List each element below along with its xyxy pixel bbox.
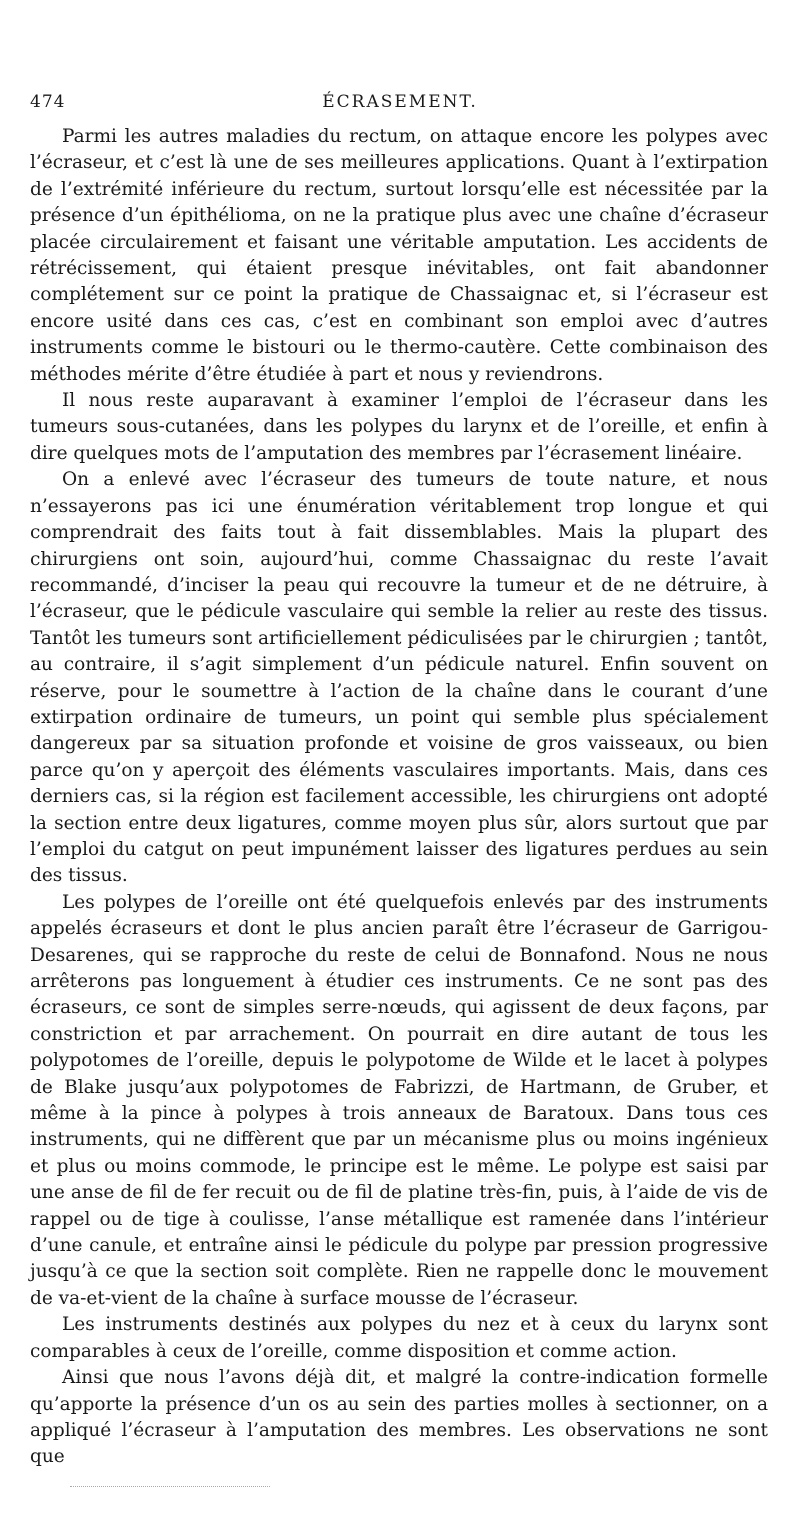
paragraph-remaining-topics: Il nous reste auparavant à examiner l’emploi de l’écraseur dans les tumeurs sous-cutanées, dans les polypes du larynx et de l’oreille, et enfin à dire quelques mots de l’amputation des membres par l’écrasement linéaire. (30, 390, 768, 464)
page-number: 474 (30, 92, 66, 112)
paragraph-amputation: Ainsi que nous l’avons déjà dit, et malgré la contre-indication formelle qu’apporte la présence d’un os au sein des parties molles à sectionner, on a appliqué l’écraseur à l’amputation des membres. Les observations ne sont que (30, 1367, 768, 1468)
running-head (30, 92, 770, 116)
bottom-rule (70, 1486, 270, 1487)
paragraph-tumors: On a enlevé avec l’écraseur des tumeurs de toute nature, et nous n’essayerons pas ici une énumération véritablement trop longue et qui comprendrait des faits tout à fait dissemblables. Mais la plupart des chirurgiens ont soin, aujourd’hui, comme Chassaignac du reste l’avait recommandé, d’inciser la peau qui recouvre la tumeur et de ne détruire, à l’écraseur, que le pédicule vasculaire qui semble la relier au reste des tissus. Tantôt les tumeurs sont artificiellement pédiculisées par le chirurgien ; tantôt, au contraire, il s’agit simplement d’un pédicule naturel. Enfin souvent on réserve, pour le soumettre à l’action de la chaîne dans le courant d’une extirpation ordinaire de tumeurs, un point qui semble plus spécialement dangereux par sa situation profonde et voisine de gros vaisseaux, ou bien parce qu’on y aperçoit des éléments vasculaires importants. Mais, dans ces derniers cas, si la région est facilement accessible, les chirurgiens ont adopté la section entre deux ligatures, comme moyen plus sûr, alors surtout que par l’emploi du catgut on peut impunément laisser des ligatures perdues au sein des tissus. (30, 469, 768, 887)
paragraph-ear-polyps: Les polypes de l’oreille ont été quelquefois enlevés par des instruments appelés écraseurs et dont le plus ancien paraît être l’écraseur de Garrigou-Desarenes, qui se rapproche du reste de celui de Bonnafond. Nous ne nous arrêterons pas longuement à étudier ces instruments. Ce ne sont pas des écraseurs, ce sont de simples serre-nœuds, qui agissent de deux façons, par constriction et par arrachement. On pourrait en dire autant de tous les polypotomes de l’oreille, depuis le polypotome de Wilde et le lacet à polypes de Blake jusqu’aux polypotomes de Fabrizzi, de Hartmann, de Gruber, et même à la pince à polypes à trois anneaux de Baratoux. Dans tous ces instruments, qui ne diffèrent que par un mécanisme plus ou moins ingénieux et plus ou moins commode, le principe est le même. Le polype est saisi par une anse de fil de fer recuit ou de fil de platine très-fin, puis, à l’aide de vis de rappel ou de tige à coulisse, l’anse métallique est ramenée dans l’intérieur d’une canule, et entraîne ainsi le pédicule du polype par pression progressive jusqu’à ce que la section soit complète. Rien ne rappelle donc le mouvement de va-et-vient de la chaîne à surface mousse de l’écraseur. (30, 891, 768, 1309)
running-title: ÉCRASEMENT. (322, 92, 478, 112)
paragraph-nose-larynx: Les instruments destinés aux polypes du nez et à ceux du larynx sont comparables à ceux de l’oreille, comme disposition et comme action. (30, 1314, 768, 1362)
body-text (30, 124, 768, 1471)
paragraph-rectum: Parmi les autres maladies du rectum, on attaque encore les polypes avec l’écraseur, et c’est là une de ses meilleures applications. Quant à l’extirpation de l’extrémité inférieure du rectum, surtout lorsqu’elle est nécessitée par la présence d’un épithélioma, on ne la pratique plus avec une chaîne d’écraseur placée circulairement et faisant une véritable amputation. Les accidents de rétrécissement, qui étaient presque inévitables, ont fait abandonner complétement sur ce point la pratique de Chassaignac et, si l’écraseur est encore usité dans ces cas, c’est en combinant son emploi avec d’autres instruments comme le bistouri ou le thermo-cautère. Cette combinaison des méthodes mérite d’être étudiée à part et nous y reviendrons. (30, 126, 768, 385)
